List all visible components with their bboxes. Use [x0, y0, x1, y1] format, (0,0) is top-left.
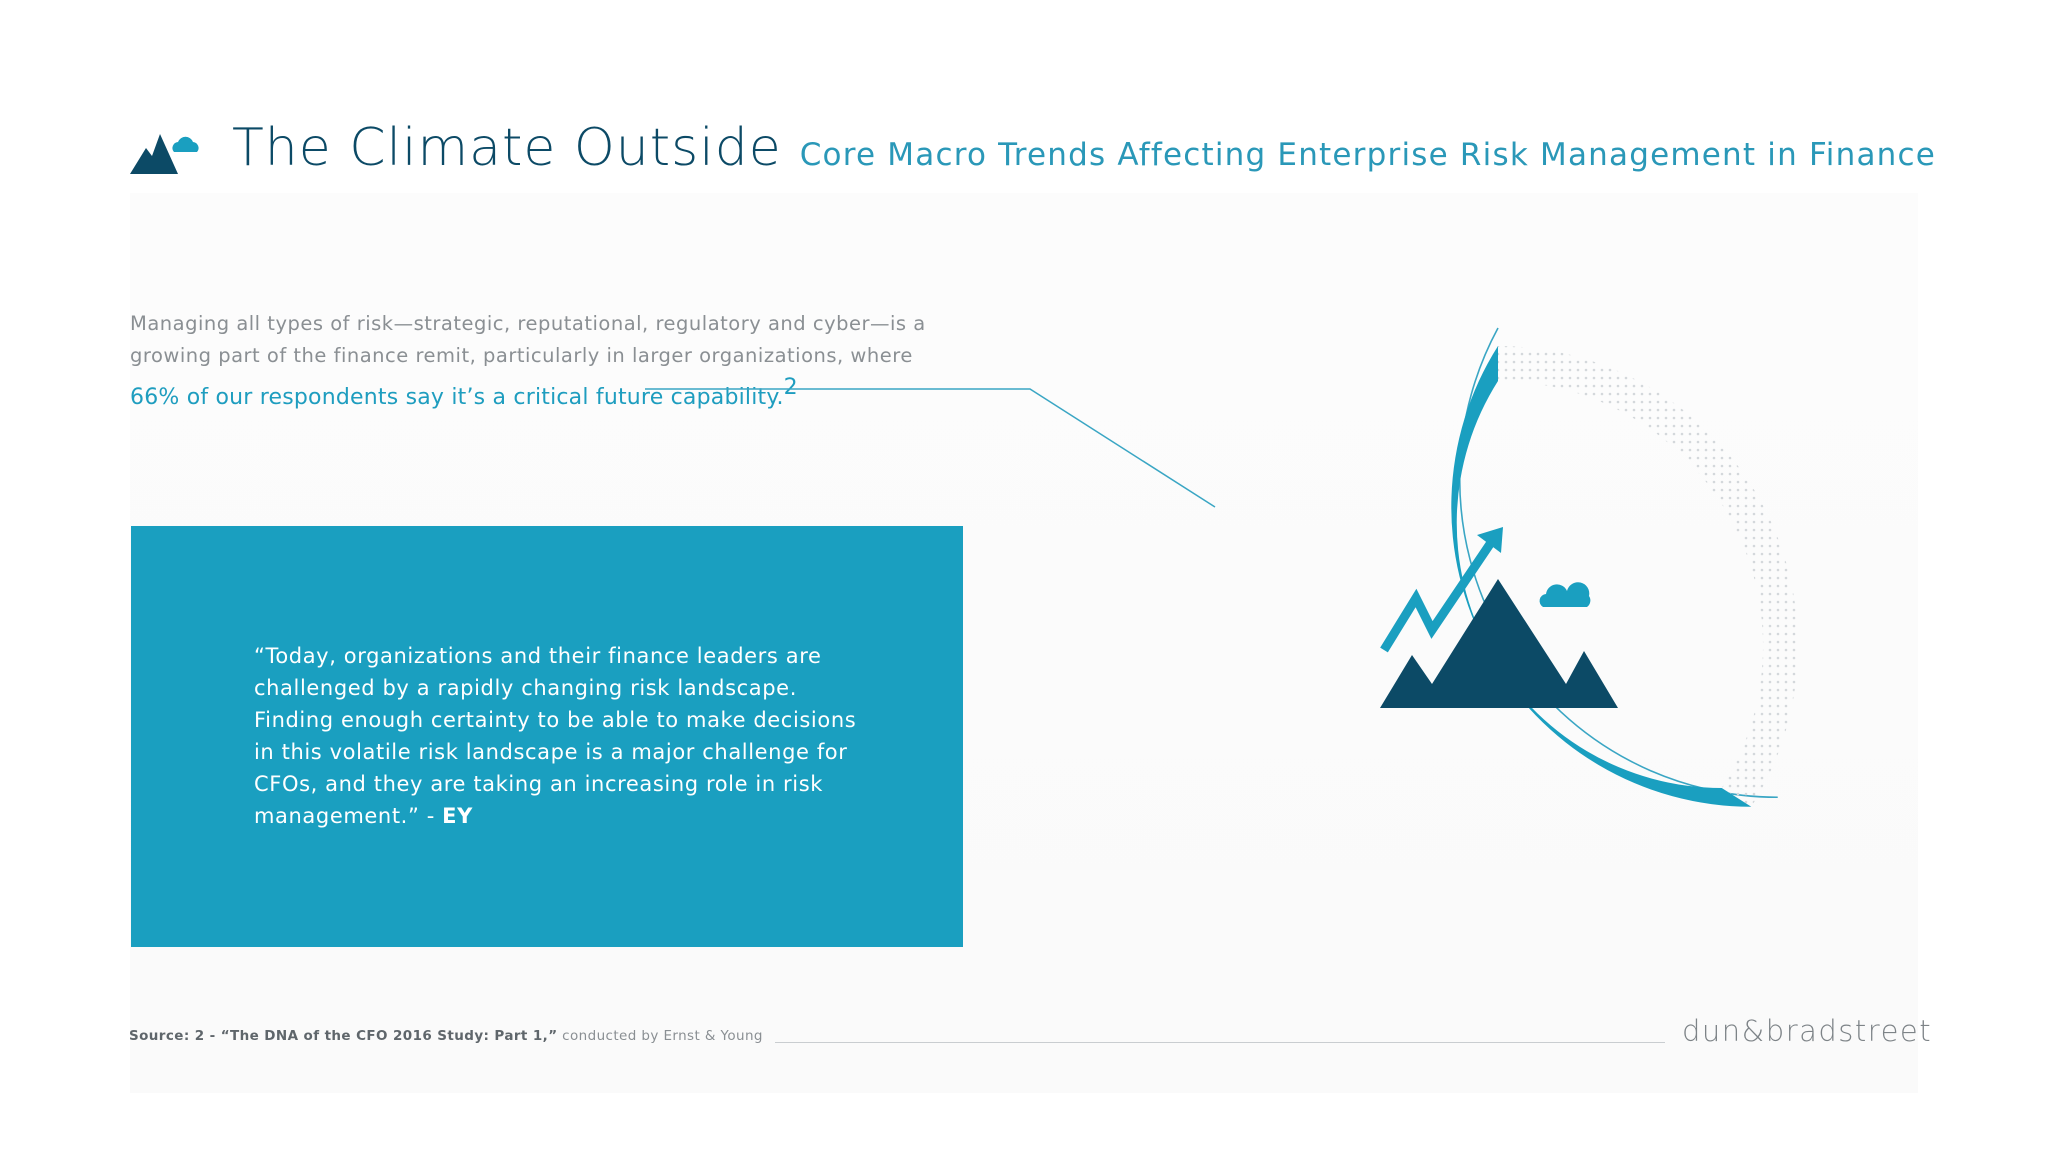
logo-ampersand: & — [1741, 1014, 1766, 1048]
page-title: The Climate Outside — [232, 118, 782, 178]
source-label: Source: 2 - “The DNA of the CFO 2016 Study: Part 1,” — [129, 1028, 558, 1044]
mountain-cloud-icon — [130, 126, 202, 176]
footer-divider — [775, 1042, 1665, 1043]
intro-text: Managing all types of risk—strategic, reputational, regulatory and cyber—is a growing part of the finance remit, particularly in larger organizations, where — [130, 312, 926, 367]
quote — [254, 640, 874, 832]
intro-highlight: 66% of our respondents say it’s a critical future capability. — [130, 385, 784, 410]
quote-text: “Today, organizations and their finance leaders are challenged by a rapidly changing risk landscape. Finding enough certainty to be able to make decisions in this volatile risk landscape is a major challenge for CFOs, and they are taking an increasing role in risk management.” - — [254, 644, 857, 828]
footnote-marker: 2 — [783, 375, 798, 400]
source-citation — [129, 1028, 763, 1044]
logo-text-right: bradstreet — [1765, 1014, 1933, 1048]
quote-source: EY — [442, 804, 473, 828]
company-logo — [1682, 1014, 1932, 1048]
source-detail: conducted by Ernst & Young — [557, 1028, 763, 1044]
logo-text-left: dun — [1682, 1014, 1742, 1048]
intro-paragraph — [130, 308, 960, 414]
header — [130, 118, 1936, 188]
quote-box — [131, 526, 963, 947]
page-subtitle: Core Macro Trends Affecting Enterprise Risk Management in Finance — [799, 137, 1937, 173]
